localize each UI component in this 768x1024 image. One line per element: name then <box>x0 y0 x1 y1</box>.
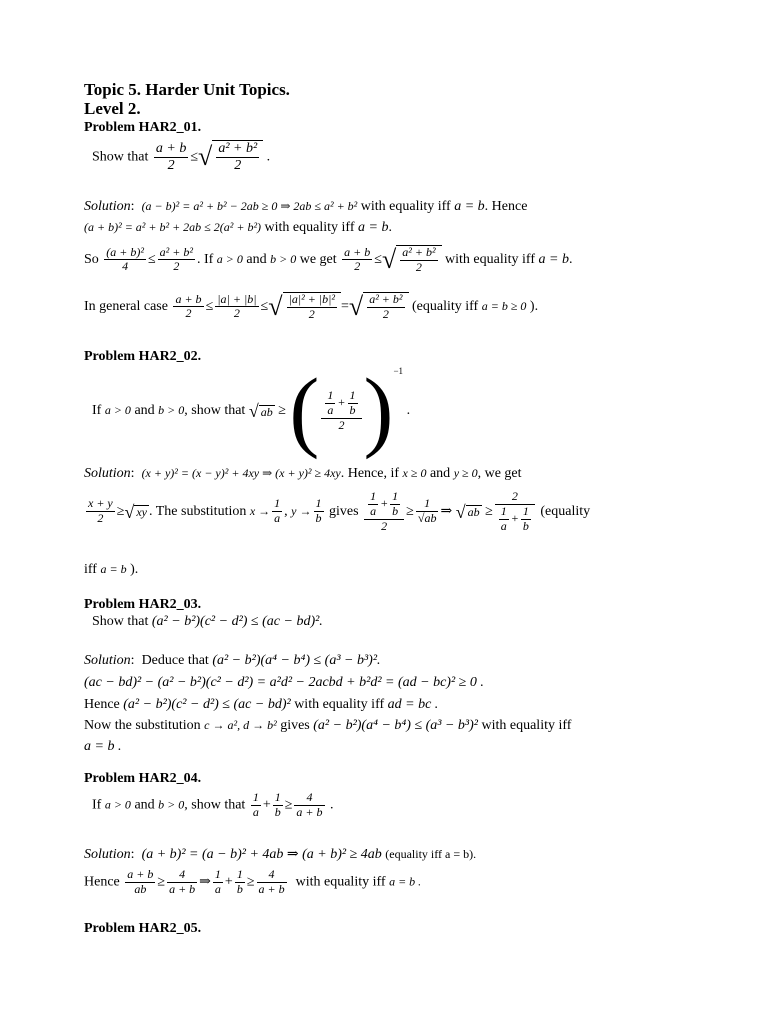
solution-line: In general case $\frac{a + b}{2}$ ≤ $\frac{|a| + |b|}{2}$ ≤√ $\frac{\text{|a|² + |b|²}}{2}$ =√ $\frac{\text{a² + b²}}{2}$ (equality iff a = b ≥ 0 ). <box>84 291 539 321</box>
problem-statement: If a > 0 and b > 0, show that $\frac{1}{a}$ + $\frac{1}{b}$ ≥ $\frac{4}{a + b}$ . <box>92 790 334 819</box>
solution-line: Now the substitution c → a², d → b² gives (a² − b²)(a⁴ − b⁴) ≤ (a³ − b³)² with equality iff <box>84 718 572 733</box>
problem-title: Problem HAR2_03. <box>84 597 202 612</box>
solution-line: Hence (a² − b²)(c² − d²) ≤ (ac − bd)² with equality iff ad = bc . <box>84 697 439 712</box>
problem-title: Problem HAR2_02. <box>84 349 202 364</box>
solution-line: Solution: Deduce that (a² − b²)(a⁴ − b⁴) ≤ (a³ − b³)². <box>84 653 381 668</box>
solution-line: So $\frac{\text{(a + b)²}}{4}$ ≤ $\frac{\text{a² + b²}}{2}$ . If a > 0 and b > 0 we get $\frac{a + b}{2}$ ≤√ $\frac{\text{a² + b²}}{2}$ with equality iff a = b. <box>84 244 573 274</box>
solution-line: Hence $\frac{a + b}{ab}$ ≥ $\frac{4}{a + b}$ ⇒ $\frac{1}{a}$ + $\frac{1}{b}$ ≥ $\frac{4}{a + b}$ with equality iff a = b . <box>84 867 422 896</box>
solution-line: $\frac{x + y}{2}$ ≥√ xy . The substitution x → $\frac{1}{a}$ , y → $\frac{1}{b}$ gives $\frac{1}{a}$ + $\frac{1}{b}$ 2 ≥ $\frac{1}{√ab}$ ⇒ √ ab ≥ 2 $\frac{1}{a}$ + $\frac{1}{b}$ (equality <box>88 489 591 533</box>
problem-title: Problem HAR2_05. <box>84 921 202 936</box>
solution-line: a = b . <box>84 739 122 754</box>
solution-line: iff a = b ). <box>84 562 139 577</box>
problem-statement: Show that (a² − b²)(c² − d²) ≤ (ac − bd)². <box>92 614 323 629</box>
topic-heading: Topic 5. Harder Unit Topics. <box>84 80 290 99</box>
solution-line: (ac − bd)² − (a² − b²)(c² − d²) = a²d² − 2acbd + b²d² = (ad − bc)² ≥ 0 . <box>84 675 484 690</box>
solution-line: Solution: (a − b)² = a² + b² − 2ab ≥ 0 ⇒ 2ab ≤ a² + b² with equality iff a = b. Hence <box>84 199 528 214</box>
solution-line: (a + b)² = a² + b² + 2ab ≤ 2(a² + b²) with equality iff a = b. <box>84 220 392 235</box>
level-heading: Level 2. <box>84 99 141 118</box>
solution-line: Solution: (a + b)² = (a − b)² + 4ab ⇒ (a + b)² ≥ 4ab (equality iff a = b). <box>84 847 477 862</box>
problem-statement: Show that $\frac{a + b}{2}$ ≤√ $\frac{\text{a² + b²}}{2}$ . <box>92 140 271 174</box>
problem-title: Problem HAR2_04. <box>84 771 202 786</box>
solution-line: Solution: (x + y)² = (x − y)² + 4xy ⇒ (x + y)² ≥ 4xy. Hence, if x ≥ 0 and y ≥ 0, we get <box>84 466 522 481</box>
problem-statement: If a > 0 and b > 0, show that √ ab ≥ ( $\frac{1}{a}$ + $\frac{1}{b}$ 2 )$^{-1}$ . <box>92 361 411 460</box>
problem-title: Problem HAR2_01. <box>84 120 202 135</box>
